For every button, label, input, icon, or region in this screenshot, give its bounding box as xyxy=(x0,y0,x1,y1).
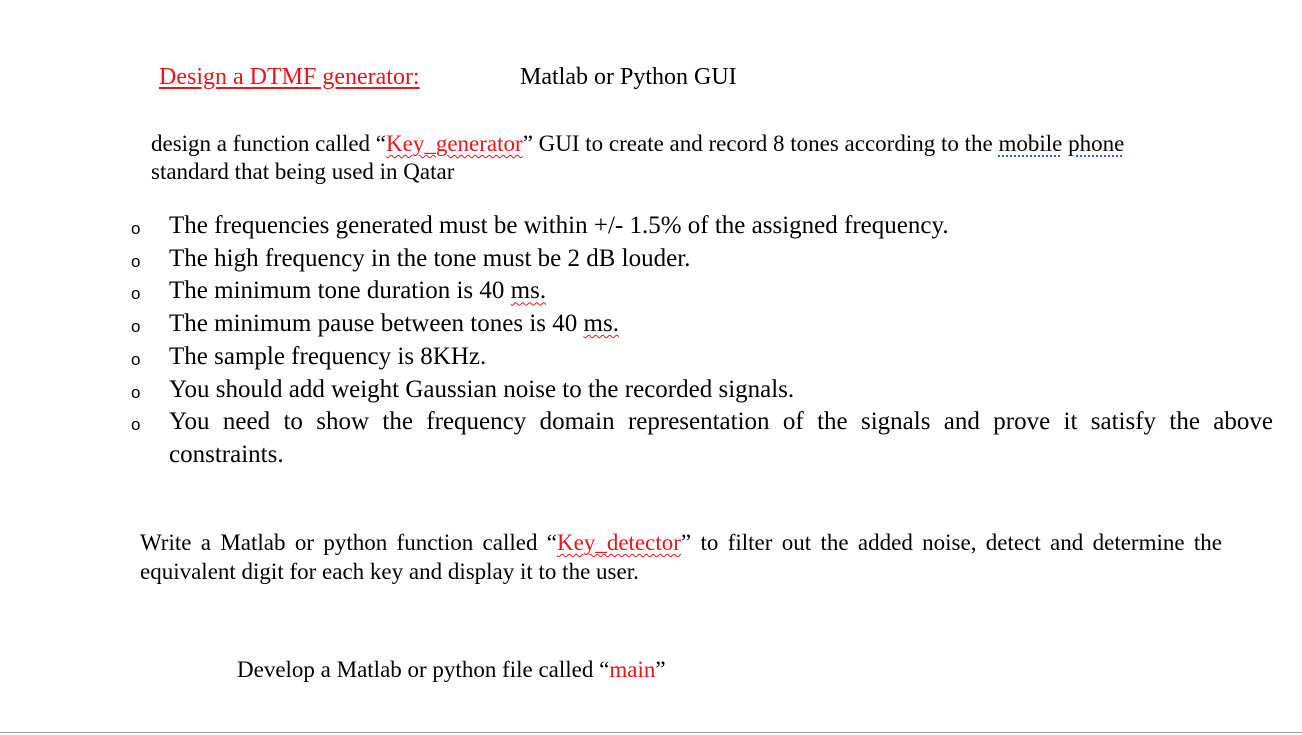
bullet-circle-icon: o xyxy=(131,317,141,337)
bullet-circle-icon: o xyxy=(131,251,141,271)
main-file-line xyxy=(237,657,666,683)
bullet-circle-icon: o xyxy=(131,284,141,304)
requirement-text: The minimum tone duration is 40 xyxy=(169,277,511,305)
bullet-circle-icon: o xyxy=(131,219,141,238)
list-item xyxy=(131,243,1273,276)
list-item xyxy=(131,308,1273,341)
detector-paragraph xyxy=(140,528,1222,586)
heading-row xyxy=(159,64,420,91)
bullet-circle-icon: o xyxy=(131,415,141,435)
page-title: Design a DTMF generator: xyxy=(159,64,420,90)
list-item xyxy=(131,210,1273,243)
detector-text-1: Write a Matlab or python function called “ xyxy=(140,530,558,555)
intro-text-4: standard that being used in Qatar xyxy=(151,159,455,184)
requirement-text: The sample frequency is 8KHz. xyxy=(169,342,487,370)
requirement-text: The frequencies generated must be within +/- 1.5% of the assigned frequency. xyxy=(169,212,949,239)
requirement-text: The high frequency in the tone must be 2 dB louder. xyxy=(169,244,691,272)
bottom-divider xyxy=(0,732,1302,733)
intro-text-2: ” GUI to create and record 8 tones according to the xyxy=(522,131,999,156)
key-detector-name: Key_detector xyxy=(557,530,681,555)
bullet-circle-icon: o xyxy=(131,382,141,402)
requirement-text: You need to show the frequency domain representation of the signals and prove it satisfy the above constraints. xyxy=(169,408,1273,468)
detector-text-2: ” to filter out the added noise, detect and determine the equivalent digit for each key and display it to the user. xyxy=(140,530,1223,584)
main-text-2: ” xyxy=(655,657,666,682)
word-mobile: mobile xyxy=(998,131,1063,156)
list-item xyxy=(131,275,1273,308)
list-item xyxy=(131,406,1273,471)
bullet-circle-icon: o xyxy=(131,349,141,369)
intro-paragraph xyxy=(151,130,1151,186)
intro-text-1: design a function called “ xyxy=(151,131,387,156)
list-item xyxy=(131,341,1273,374)
key-generator-name: Key_generator xyxy=(386,131,523,156)
main-text-1: Develop a Matlab or python file called “ xyxy=(237,657,610,682)
requirements-list xyxy=(131,210,1273,472)
list-item xyxy=(131,374,1273,407)
word-phone: phone xyxy=(1068,131,1125,156)
platform-label: Matlab or Python GUI xyxy=(520,64,737,90)
requirement-text: The minimum pause between tones is 40 xyxy=(169,310,584,338)
spellcheck-word: ms. xyxy=(583,310,619,338)
requirement-text: You should add weight Gaussian noise to the recorded signals. xyxy=(169,375,795,403)
main-file-name: main xyxy=(609,657,656,682)
spellcheck-word: ms. xyxy=(510,277,547,305)
